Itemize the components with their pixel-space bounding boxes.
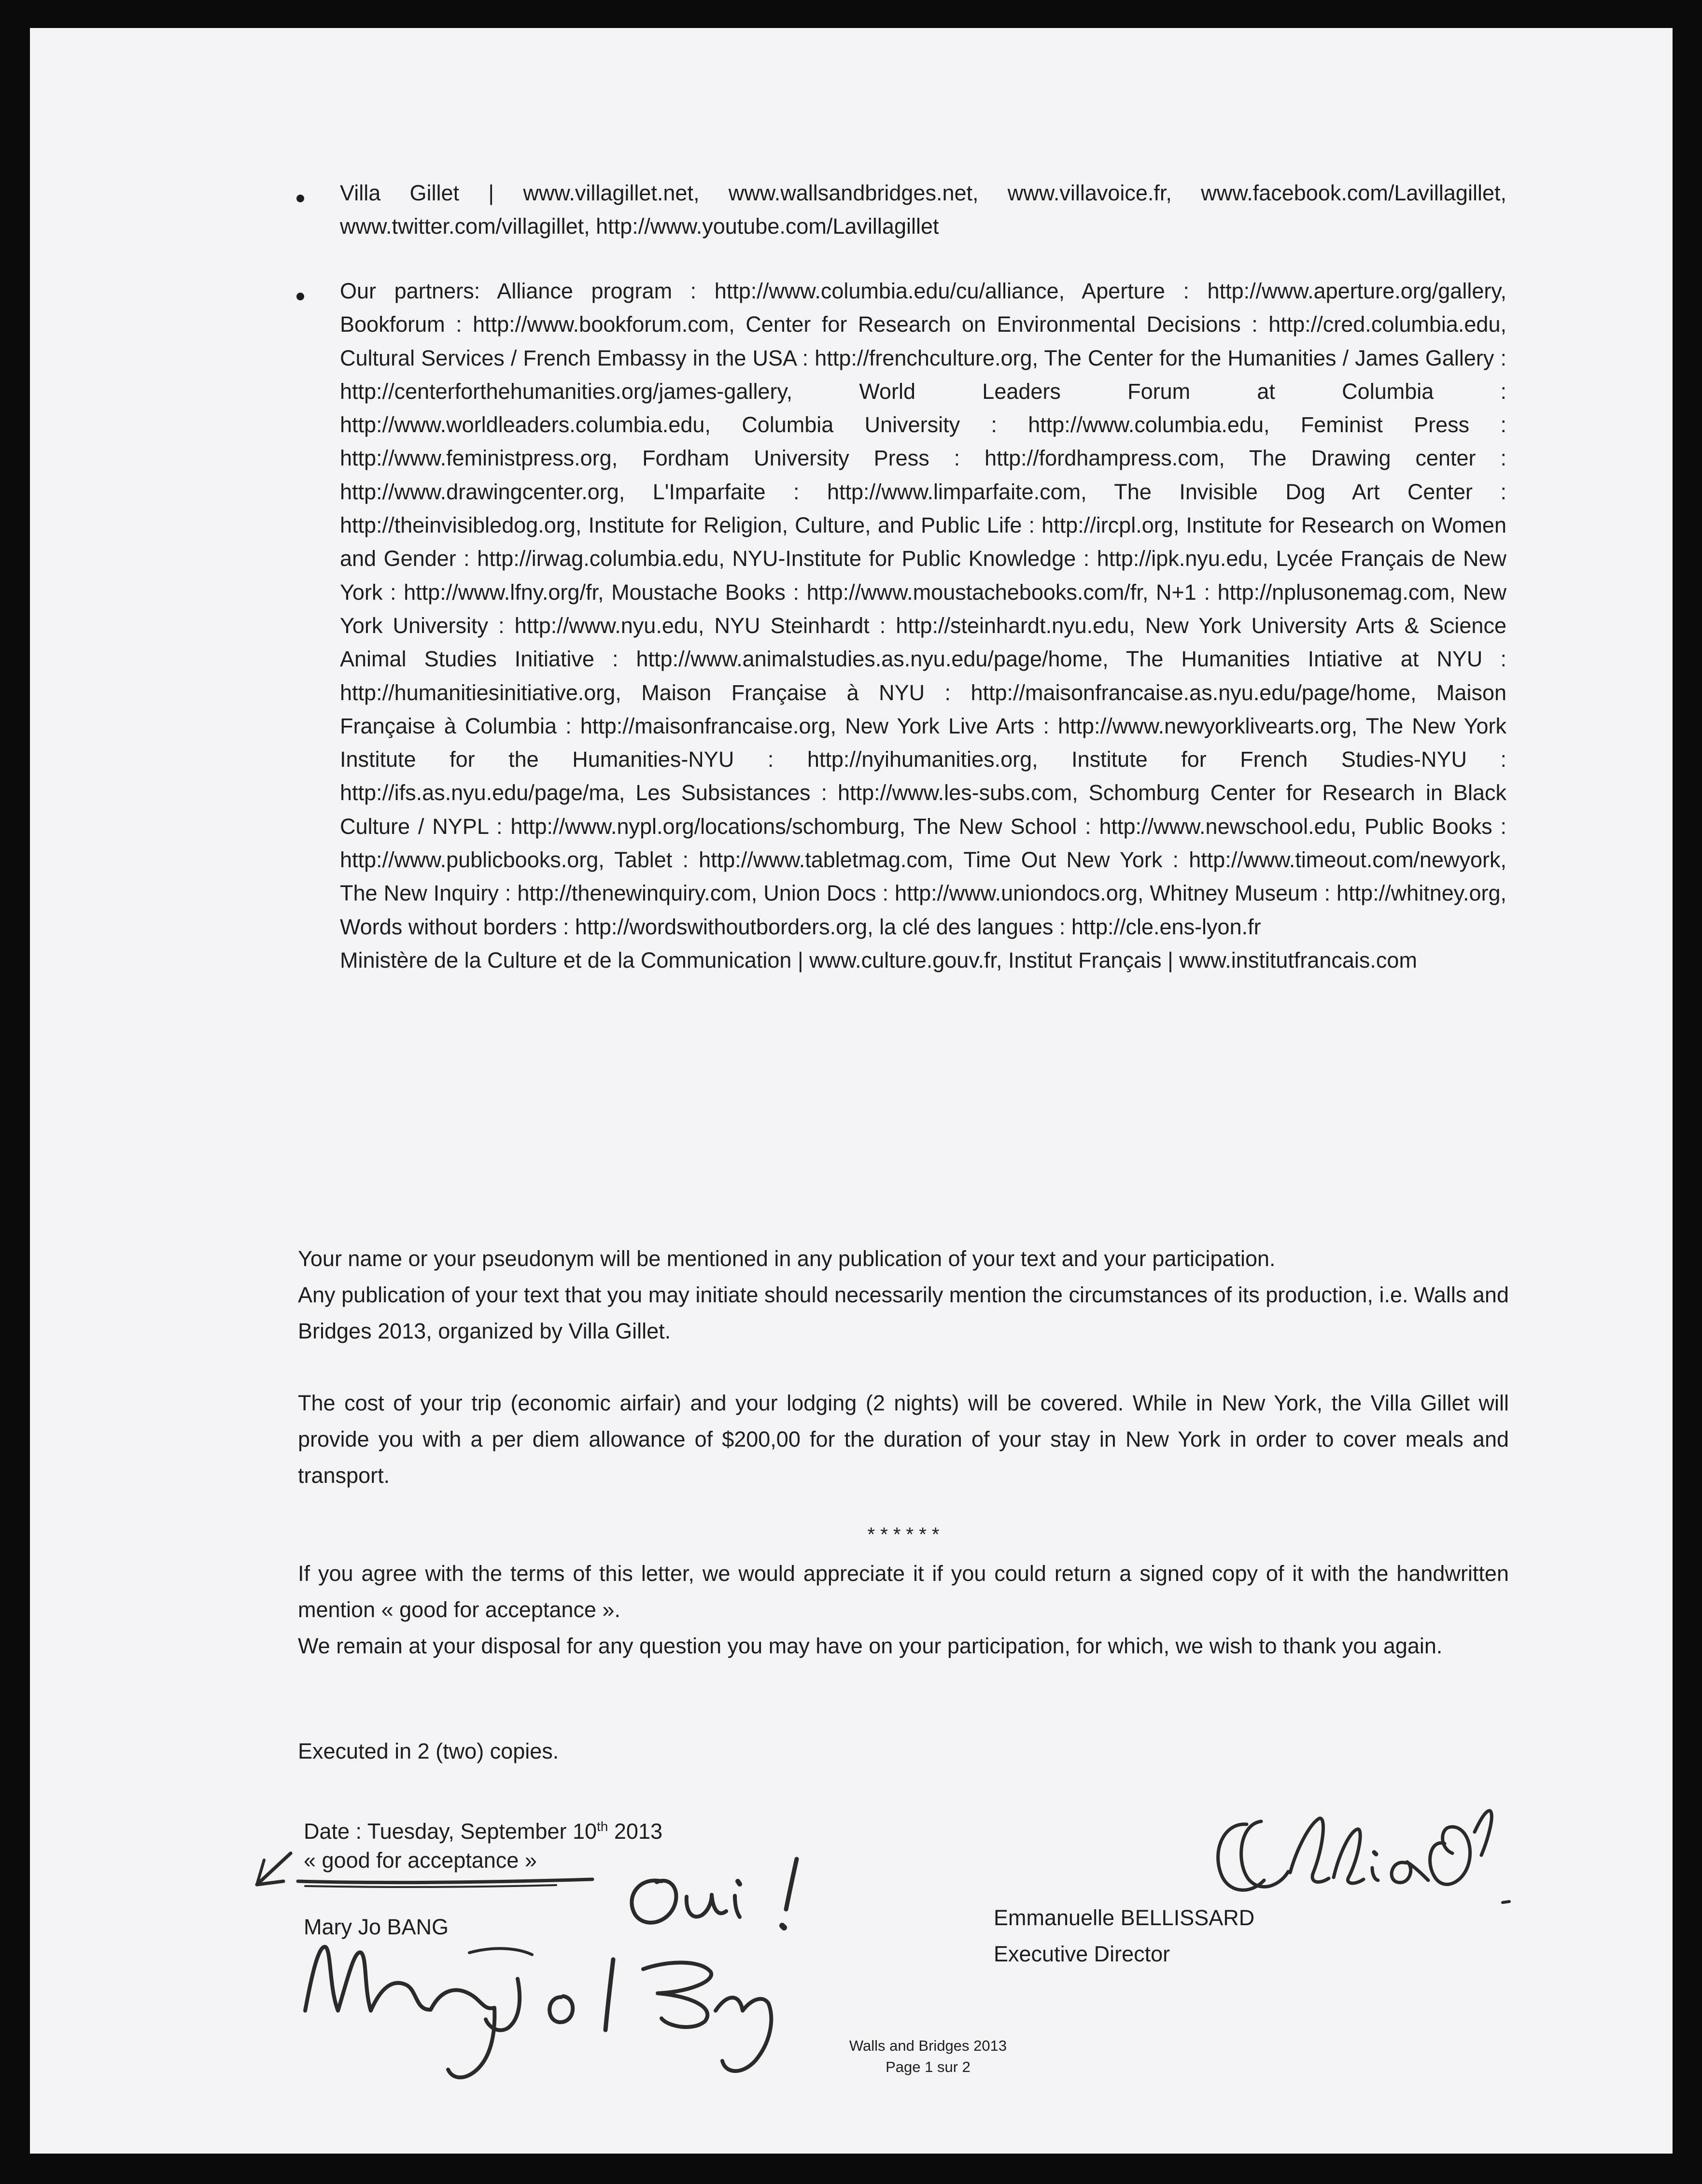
footer bbox=[802, 2035, 1054, 2078]
bullet-villa-gillet-text: Villa Gillet | www.villagillet.net, www.wallsandbridges.net, www.villavoice.fr, www.facebook.com/Lavillagillet, www.twitter.com/villagillet, http://www.youtube.com/Lavillagillet bbox=[340, 181, 1506, 239]
cost-block bbox=[298, 1385, 1509, 1494]
mary-jo-bang-name: Mary Jo BANG bbox=[304, 1915, 449, 1939]
partners-text: Our partners: Alliance program : http://www.columbia.edu/cu/alliance, Aperture : http://www.aperture.org/gallery, Bookforum : http://www.bookforum.com, Center for Research on Environmental Decisions : http://cred.columbia.edu, Cultural Services / French Embassy in the USA : http://frenchculture.org, The Center for the Humanities / James Gallery : http://centerforthehumanities.org/james-gallery, World Leaders Forum at Columbia : http://www.worldleaders.columbia.edu, Columbia University : http://www.columbia.edu, Feminist Press : http://www.feministpress.org, Fordham University Press : http://fordhampress.com, The Drawing center : http://www.drawingcenter.org, L'Imparfaite : http://www.limparfaite.com, The Invisible Dog Art Center : http://theinvisibledog.org, Institute for Religion, Culture, and Public Life : http://ircpl.org, Institute for Research on Women and Gender : http://irwag.columbia.edu, NYU-Institute for Public Knowledge : http://ipk.nyu.edu, Lycée Français de New York : http://www.lfny.org/fr, Moustache Books : http://www.moustachebooks.com/fr, N+1 : http://nplusonemag.com, New York University : http://www.nyu.edu, NYU Steinhardt : http://steinhardt.nyu.edu, New York University Arts & Science Animal Studies Initiative : http://www.animalstudies.as.nyu.edu/page/home, The Humanities Intiative at NYU : http://humanitiesinitiative.org, Maison Française à NYU : http://maisonfrancaise.as.nyu.edu/page/home, Maison Française à Columbia : http://maisonfrancaise.org, New York Live Arts : http://www.newyorklivearts.org, The New York Institute for the Humanities-NYU : http://nyihumanities.org, Institute for French Studies-NYU : http://ifs.as.nyu.edu/page/ma, Les Subsistances : http://www.les-subs.com, Schomburg Center for Research in Black Culture / NYPL : http://www.nypl.org/locations/schomburg, The New School : http://www.newschool.edu, Public Books : http://www.publicbooks.org, Tablet : http://www.tabletmag.com, Time Out New York : http://www.timeout.com/newyork, The New Inquiry : http://thenewinquiry.com, Union Docs : http://www.uniondocs.org, Whitney Museum : http://whitney.org, Words without borders : http://wordswithoutborders.org, la clé des langues : http://cle.ens-lyon.fr bbox=[340, 279, 1506, 939]
bellissard-name: Emmanuelle BELLISSARD bbox=[994, 1905, 1255, 1930]
bullet-partners bbox=[340, 274, 1506, 977]
name-mention-paragraph: Your name or your pseudonym will be mentioned in any publication of your text and your participation. bbox=[298, 1246, 1276, 1271]
footer-page: Page 1 sur 2 bbox=[886, 2058, 971, 2075]
disposal-paragraph: We remain at your disposal for any question you may have on your participation, for which, we wish to thank you again. bbox=[298, 1634, 1443, 1658]
date-prefix: Date : Tuesday, September 10 bbox=[304, 1819, 597, 1844]
separator bbox=[298, 1521, 1509, 1548]
letter-page bbox=[30, 28, 1673, 2154]
executed-line bbox=[298, 1733, 559, 1769]
body-paragraphs bbox=[298, 1240, 1509, 1349]
acceptance-text: « good for acceptance » bbox=[304, 1848, 537, 1873]
executed-text: Executed in 2 (two) copies. bbox=[298, 1739, 559, 1763]
bullet-point bbox=[296, 195, 304, 202]
publication-paragraph: Any publication of your text that you may initiate should necessarily mention the circumstances of its production, i.e. Walls and Bridges 2013, organized by Villa Gillet. bbox=[298, 1282, 1509, 1343]
handwritten-arrow bbox=[238, 1829, 605, 1902]
agree-paragraph: If you agree with the terms of this letter, we would appreciate it if you could return a signed copy of it with the handwritten mention « good for acceptance ». bbox=[298, 1561, 1509, 1622]
bellissard-title: Executive Director bbox=[994, 1942, 1170, 1966]
bullet-villa-gillet bbox=[340, 176, 1506, 243]
bullet-point bbox=[296, 293, 304, 300]
closing-block bbox=[298, 1555, 1509, 1664]
signature-mary-jo-bang bbox=[291, 1916, 798, 2090]
separator-stars: * * * * * * bbox=[867, 1524, 940, 1545]
date-year: 2013 bbox=[608, 1819, 663, 1844]
date-suffix: th bbox=[597, 1819, 608, 1834]
cost-paragraph: The cost of your trip (economic airfair) and your lodging (2 nights) will be covered. While in New York, the Villa Gillet will provide you with a per diem allowance of $200,00 for the duration of your stay in New York in order to cover meals and transport. bbox=[298, 1391, 1509, 1488]
partners-continuation: Ministère de la Culture et de la Communication | www.culture.gouv.fr, Institut Français | www.institutfrancais.com bbox=[340, 947, 1417, 972]
signature-bellissard bbox=[1189, 1790, 1527, 1926]
footer-title: Walls and Bridges 2013 bbox=[849, 2037, 1007, 2054]
